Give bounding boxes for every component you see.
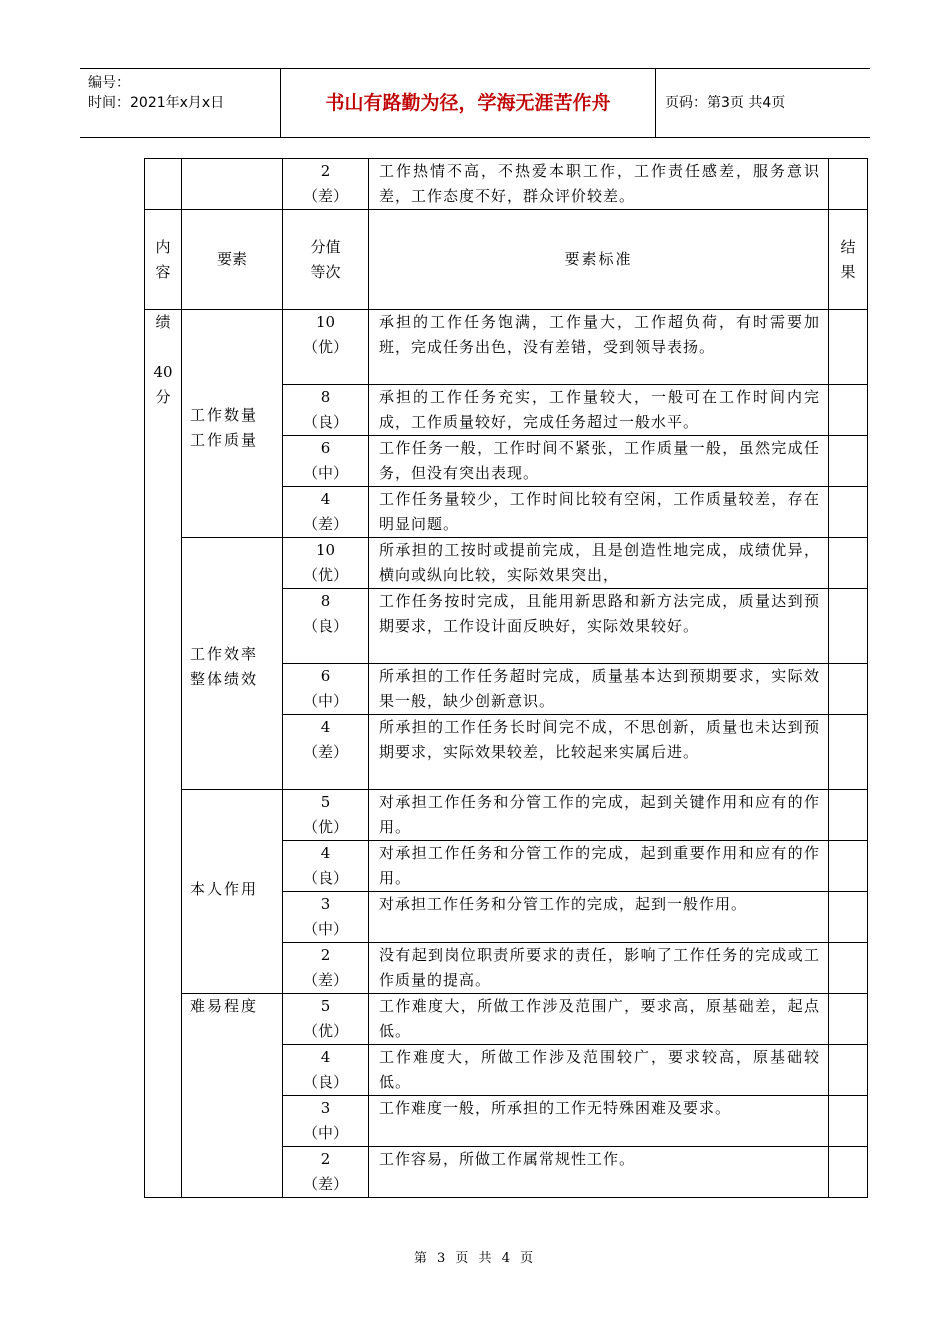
content-line: 分 [155, 388, 171, 406]
element-label: 工作效率 [190, 645, 259, 663]
element-cell [182, 790, 283, 994]
score-cell [283, 159, 369, 210]
score-grade: （优） [302, 1022, 348, 1040]
standard-cell: 没有起到岗位职责所要求的责任，影响了工作任务的完成或工作质量的提高。 [369, 943, 829, 994]
score-grade: （优） [302, 818, 348, 836]
element-cell [182, 310, 283, 538]
table-row [145, 538, 868, 589]
score-value: 4 [320, 718, 331, 736]
number-label: 编号： [88, 75, 130, 91]
table-row [145, 310, 868, 385]
standard-cell: 工作容易，所做工作属常规性工作。 [369, 1147, 829, 1198]
result-cell [829, 994, 868, 1045]
score-value: 3 [320, 895, 331, 913]
score-grade: （差） [302, 515, 348, 533]
score-cell [283, 994, 369, 1045]
header-content: 内容 [145, 210, 182, 310]
score-grade: （良） [302, 869, 348, 887]
score-value: 6 [320, 667, 331, 685]
score-value: 4 [320, 490, 331, 508]
header-meta [80, 69, 280, 137]
score-cell [283, 1045, 369, 1096]
score-cell [283, 538, 369, 589]
header-row [145, 210, 868, 310]
content-cell [145, 310, 182, 1198]
score-cell [283, 943, 369, 994]
element-cell [182, 159, 283, 210]
standard-cell: 所承担的工按时或提前完成，且是创造性地完成，成绩优异，横向或纵向比较，实际效果突出， [369, 538, 829, 589]
result-cell [829, 310, 868, 385]
score-cell [283, 841, 369, 892]
score-value: 8 [320, 388, 331, 406]
result-cell [829, 790, 868, 841]
standard-cell: 工作任务一般，工作时间不紧张，工作质量一般，虽然完成任务，但没有突出表现。 [369, 436, 829, 487]
header-element: 要素 [182, 210, 283, 310]
score-value: 2 [320, 946, 331, 964]
score-cell [283, 436, 369, 487]
standard-cell: 所承担的工作任务超时完成，质量基本达到预期要求，实际效果一般，缺少创新意识。 [369, 664, 829, 715]
score-grade: （中） [302, 464, 348, 482]
content-line: 绩 [155, 313, 171, 331]
score-cell [283, 1096, 369, 1147]
page-header [80, 68, 870, 138]
result-cell [829, 487, 868, 538]
score-value: 5 [320, 793, 331, 811]
standard-cell: 对承担工作任务和分管工作的完成，起到一般作用。 [369, 892, 829, 943]
score-grade: （差） [302, 971, 348, 989]
score-grade: （良） [302, 1073, 348, 1091]
score-value: 8 [320, 592, 331, 610]
result-cell [829, 664, 868, 715]
standard-cell: 工作难度大，所做工作涉及范围较广，要求较高，原基础较低。 [369, 1045, 829, 1096]
score-cell [283, 310, 369, 385]
page-info: 页码：第3页 共4页 [665, 95, 786, 111]
score-grade: （差） [302, 1175, 348, 1193]
standard-cell: 承担的工作任务饱满，工作量大，工作超负荷，有时需要加班，完成任务出色，没有差错，受到领导表扬。 [369, 310, 829, 385]
header-standard: 要素标准 [369, 210, 829, 310]
element-label: 工作数量 [190, 406, 259, 424]
element-cell [182, 994, 283, 1198]
element-label: 难易程度 [190, 997, 259, 1015]
content-cell [145, 159, 182, 210]
result-cell [829, 841, 868, 892]
time-label: 时间：2021年x月x日 [88, 95, 225, 111]
score-value: 2 [320, 1150, 331, 1168]
page-footer: 第 3 页 共 4 页 [413, 1251, 537, 1266]
result-cell [829, 892, 868, 943]
score-value: 6 [320, 439, 331, 457]
score-cell [283, 715, 369, 790]
score-grade: （中） [302, 1124, 348, 1142]
score-cell [283, 790, 369, 841]
score-grade: （优） [302, 338, 348, 356]
score-grade: （良） [302, 413, 348, 431]
result-cell [829, 1147, 868, 1198]
standard-cell: 工作任务按时完成，且能用新思路和新方法完成，质量达到预期要求，工作设计面反映好，实际效果较好。 [369, 589, 829, 664]
score-value: 10 [315, 541, 336, 559]
result-cell [829, 436, 868, 487]
score-value: 5 [320, 997, 331, 1015]
score-cell [283, 664, 369, 715]
score-grade: （中） [302, 920, 348, 938]
score-grade: （差） [302, 187, 348, 205]
result-cell [829, 538, 868, 589]
score-value: 2 [320, 162, 331, 180]
element-label: 整体绩效 [190, 670, 259, 688]
result-cell [829, 589, 868, 664]
header-score: 分值等次 [283, 210, 369, 310]
result-cell [829, 715, 868, 790]
standard-cell: 工作任务量较少，工作时间比较有空闲，工作质量较差，存在明显问题。 [369, 487, 829, 538]
result-cell [829, 159, 868, 210]
table-row [145, 994, 868, 1045]
score-value: 3 [320, 1099, 331, 1117]
score-value: 10 [315, 313, 336, 331]
score-cell [283, 385, 369, 436]
header-result: 结果 [829, 210, 868, 310]
element-cell [182, 538, 283, 790]
score-cell [283, 589, 369, 664]
result-cell [829, 943, 868, 994]
motto: 书山有路勤为径，学海无涯苦作舟 [280, 69, 656, 137]
standard-cell: 工作难度大，所做工作涉及范围广，要求高，原基础差，起点低。 [369, 994, 829, 1045]
result-cell [829, 385, 868, 436]
score-value: 4 [320, 1048, 331, 1066]
standard-cell: 所承担的工作任务长时间完不成，不思创新，质量也未达到预期要求，实际效果较差，比较起来实属后进。 [369, 715, 829, 790]
element-label: 工作质量 [190, 431, 259, 449]
table-row [145, 790, 868, 841]
standard-cell: 对承担工作任务和分管工作的完成，起到重要作用和应有的作用。 [369, 841, 829, 892]
element-label: 本人作用 [190, 880, 259, 898]
score-value: 4 [320, 844, 331, 862]
score-grade: （差） [302, 743, 348, 761]
standard-cell: 工作难度一般，所承担的工作无特殊困难及要求。 [369, 1096, 829, 1147]
score-cell [283, 1147, 369, 1198]
table-row [145, 159, 868, 210]
score-cell [283, 892, 369, 943]
result-cell [829, 1045, 868, 1096]
result-cell [829, 1096, 868, 1147]
content-line: 40 [153, 363, 173, 381]
score-cell [283, 487, 369, 538]
evaluation-table [144, 158, 868, 1198]
score-grade: （良） [302, 617, 348, 635]
score-grade: （优） [302, 566, 348, 584]
standard-cell: 工作热情不高，不热爱本职工作，工作责任感差，服务意识差，工作态度不好，群众评价较差。 [369, 159, 829, 210]
score-grade: （中） [302, 692, 348, 710]
standard-cell: 承担的工作任务充实，工作量较大，一般可在工作时间内完成，工作质量较好，完成任务超过一般水平。 [369, 385, 829, 436]
standard-cell: 对承担工作任务和分管工作的完成，起到关键作用和应有的作用。 [369, 790, 829, 841]
